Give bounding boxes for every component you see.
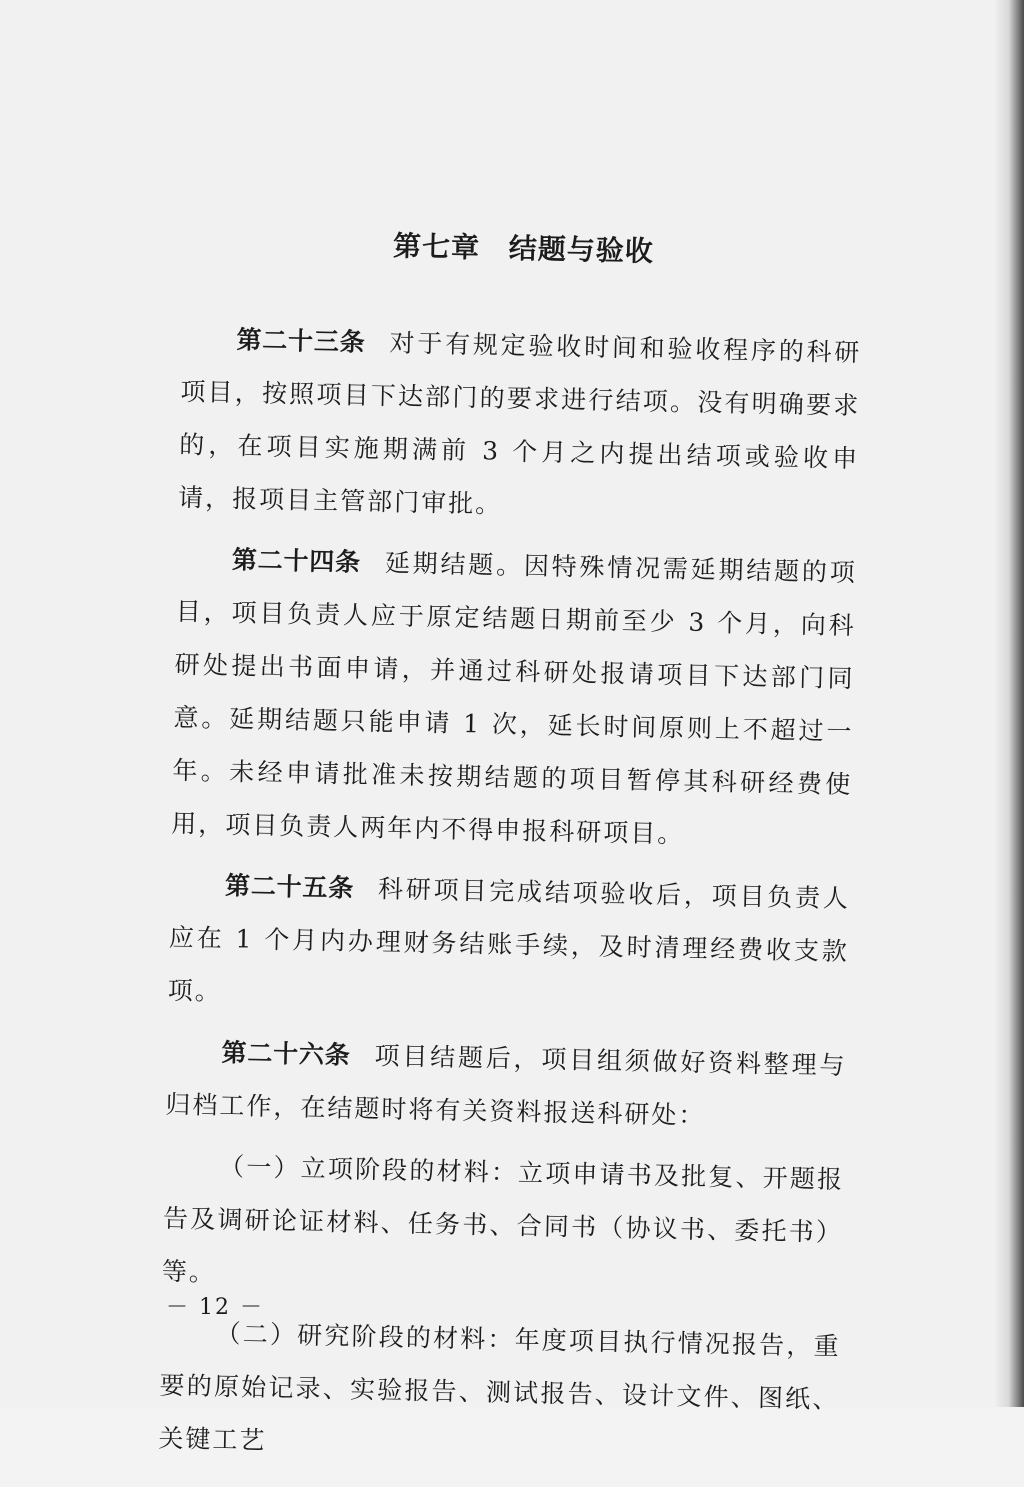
- article-number: 第二十三条: [236, 325, 366, 357]
- article-23: [178, 312, 862, 538]
- chapter-title: 第七章 结题与验收: [392, 229, 655, 268]
- list-item-1: （一）立项阶段的材料：立项申请书及批复、开题报告及调研论证材料、任务书、合同书（协议书、委托书）等。: [161, 1151, 845, 1287]
- article-24: [171, 532, 858, 864]
- article-text: 项目结题后，项目组须做好资料整理与归档工作，在结题时将有关资料报送科研处：: [165, 1041, 847, 1131]
- article-25: [167, 858, 850, 1031]
- page-number: － 12 －: [166, 1295, 264, 1320]
- scan-edge-shadow: [996, 0, 1024, 1407]
- article-26: [165, 1025, 847, 1145]
- article-text: 对于有规定验收时间和验收程序的科研项目，按照项目下达部门的要求进行结项。没有明确要求的，在项目实施期满前 3 个月之内提出结项或验收申请，报项目主管部门审批。: [177, 328, 862, 519]
- article-number: 第二十六条: [221, 1037, 351, 1070]
- article-number: 第二十四条: [231, 545, 362, 577]
- article-text: 延期结题。因特殊情况需延期结题的项目，项目负责人应于原定结题日期前至少 3 个月，向科研处提出书面申请，并通过科研处报请项目下达部门同意。延期结题只能申请 1 次，延长时间原则上不超过一年。未经申请批准未按期结题的项目暂停其科研经费使用，项目负责人两年内不得申报科研项目。: [171, 548, 858, 849]
- list-item-2: （二）研究阶段的材料：年度项目执行情况报告，重要的原始记录、实验报告、测试报告、设计文件、图纸、关键工艺: [158, 1318, 841, 1455]
- article-number: 第二十五条: [224, 871, 355, 903]
- article-text: 科研项目完成结项验收后，项目负责人应在 1 个月内办理财务结账手续，及时清理经费收支款项。: [167, 874, 851, 1006]
